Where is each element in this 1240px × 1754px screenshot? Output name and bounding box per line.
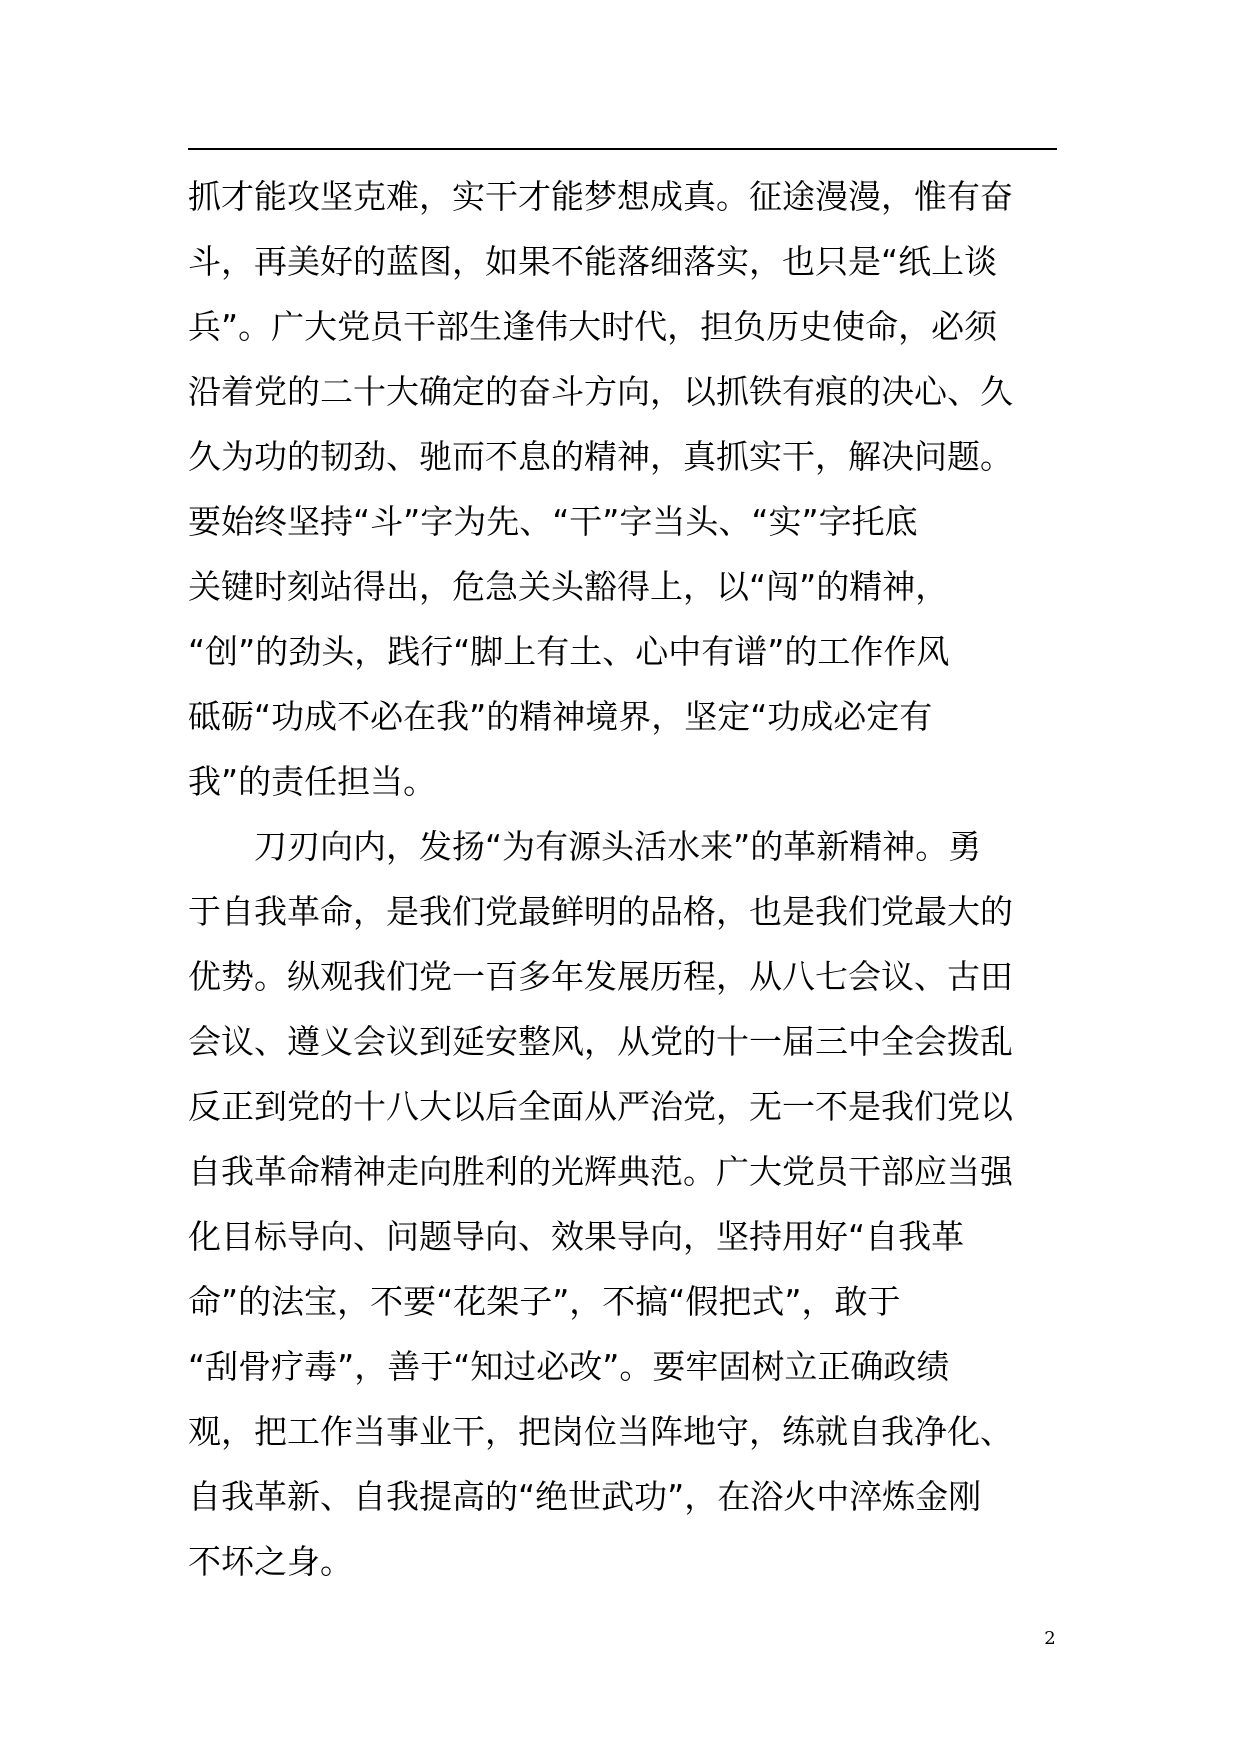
text-line: 会议、遵义会议到延安整风，从党的十一届三中全会拨乱 <box>188 1022 1013 1061</box>
text-line: “刮骨疗毒”，善于“知过必改”。要牢固树立正确政绩 <box>188 1347 950 1386</box>
text-line: 斗，再美好的蓝图，如果不能落细落实，也只是“纸上谈 <box>188 242 998 281</box>
text-line: “创”的劲头，践行“脚上有土、心中有谱”的工作作风 <box>188 632 950 671</box>
text-line: 刀刃向内，发扬“为有源头活水来”的革新精神。勇 <box>254 827 982 866</box>
text-line: 不坏之身。 <box>188 1542 353 1581</box>
text-line: 化目标导向、问题导向、效果导向，坚持用好“自我革 <box>188 1217 965 1256</box>
text-line: 自我革新、自我提高的“绝世武功”，在浴火中淬炼金刚 <box>188 1477 982 1516</box>
text-line: 自我革命精神走向胜利的光辉典范。广大党员干部应当强 <box>188 1152 1013 1191</box>
text-line: 沿着党的二十大确定的奋斗方向，以抓铁有痕的决心、久 <box>188 372 1013 411</box>
text-line: 抓才能攻坚克难，实干才能梦想成真。征途漫漫，惟有奋 <box>188 177 1013 216</box>
paragraph-1 <box>188 164 1057 814</box>
text-line: 命”的法宝，不要“花架子”，不搞“假把式”，敢于 <box>188 1282 901 1321</box>
text-line: 关键时刻站得出，危急关头豁得上，以“闯”的精神， <box>188 567 949 606</box>
paragraph-2 <box>188 814 1057 1594</box>
text-line: 于自我革命，是我们党最鲜明的品格，也是我们党最大的 <box>188 892 1013 931</box>
text-line: 兵”。广大党员干部生逢伟大时代，担负历史使命，必须 <box>188 307 998 346</box>
document-body <box>188 164 1057 1594</box>
text-line: 要始终坚持“斗”字为先、“干”字当头、“实”字托底 <box>188 502 918 541</box>
text-line: 观，把工作当事业干，把岗位当阵地守，练就自我净化、 <box>188 1412 1013 1451</box>
text-line: 反正到党的十八大以后全面从严治党，无一不是我们党以 <box>188 1087 1013 1126</box>
page-number: 2 <box>1044 1628 1056 1649</box>
header-rule <box>188 148 1057 150</box>
text-line: 砥砺“功成不必在我”的精神境界，坚定“功成必定有 <box>188 697 933 736</box>
text-line: 我”的责任担当。 <box>188 762 437 801</box>
text-line: 久为功的韧劲、驰而不息的精神，真抓实干，解决问题。 <box>188 437 1013 476</box>
text-line: 优势。纵观我们党一百多年发展历程，从八七会议、古田 <box>188 957 1013 996</box>
